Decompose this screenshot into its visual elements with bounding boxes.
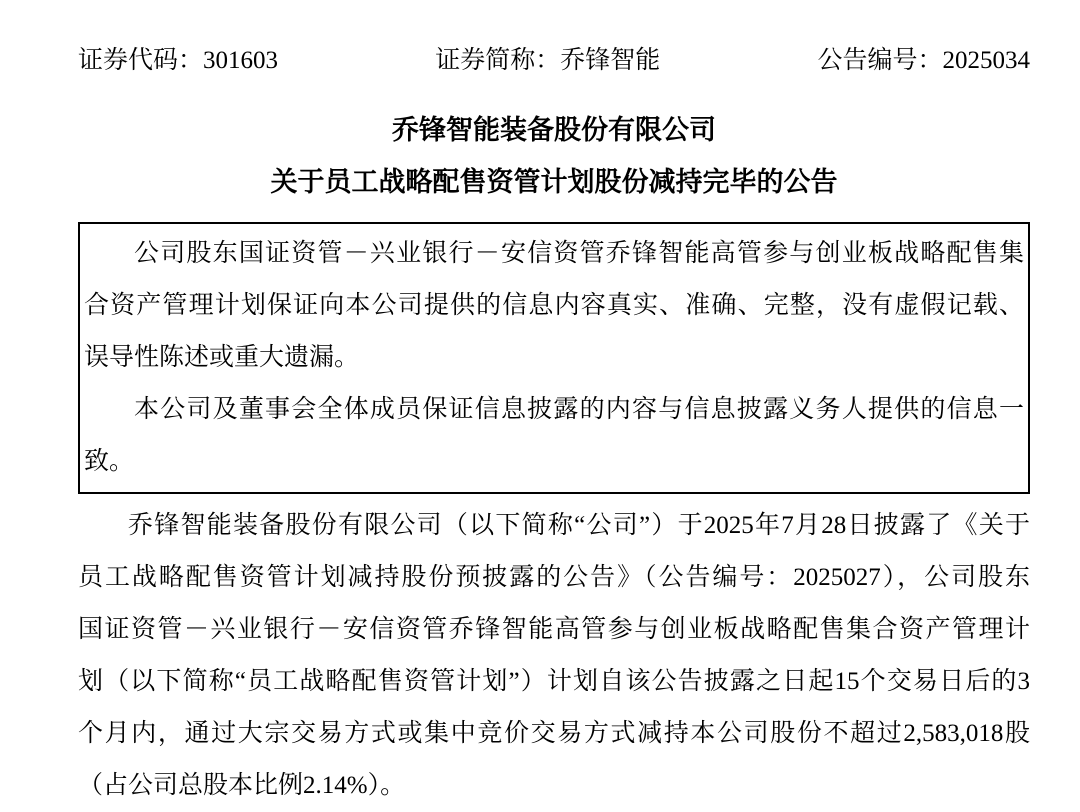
disclaimer-line: 致。	[84, 448, 135, 475]
stock-abbr-value: 乔锋智能	[560, 47, 661, 74]
body-line: 员工战略配售资管计划减持股份预披露的公告》（公告编号：2025027），公司股东	[78, 564, 1030, 591]
announcement-document	[78, 0, 1030, 812]
body-line: （占公司总股本比例2.14%）。	[78, 772, 406, 799]
disclaimer-line: 公司股东国证资管－兴业银行－安信资管乔锋智能高管参与创业板战略配售集	[134, 240, 1024, 267]
body-paragraph	[78, 500, 1030, 812]
disclaimer-box	[78, 222, 1030, 494]
disclaimer-line: 误导性陈述或重大遗漏。	[84, 344, 360, 371]
announcement-title: 关于员工战略配售资管计划股份减持完毕的公告	[270, 167, 838, 197]
body-line: 乔锋智能装备股份有限公司（以下简称“公司”）于2025年7月28日披露了《关于	[128, 512, 1030, 539]
disclaimer-line: 合资产管理计划保证向本公司提供的信息内容真实、准确、完整，没有虚假记载、	[84, 292, 1024, 319]
announcement-number-value: 2025034	[942, 47, 1030, 74]
body-line: 国证资管－兴业银行－安信资管乔锋智能高管参与创业板战略配售集合资产管理计	[78, 616, 1030, 643]
stock-code-value: 301603	[203, 47, 279, 74]
announcement-number	[817, 46, 1030, 76]
document-header	[78, 46, 1030, 76]
body-line: 个月内，通过大宗交易方式或集中竞价交易方式减持本公司股份不超过2,583,018股	[78, 720, 1030, 747]
disclaimer-line: 本公司及董事会全体成员保证信息披露的内容与信息披露义务人提供的信息一	[134, 396, 1024, 423]
stock-code-label: 证券代码：	[78, 47, 204, 74]
stock-abbr-label: 证券简称：	[435, 47, 561, 74]
stock-abbr	[435, 46, 660, 76]
stock-code	[78, 46, 278, 76]
announcement-number-label: 公告编号：	[817, 47, 943, 74]
body-line: 划（以下简称“员工战略配售资管计划”）计划自该公告披露之日起15个交易日后的3	[78, 668, 1030, 695]
company-title: 乔锋智能装备股份有限公司	[392, 115, 716, 145]
